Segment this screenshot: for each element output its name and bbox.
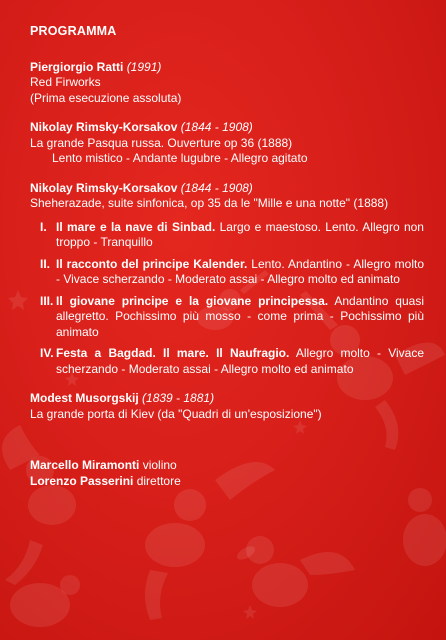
movement-item [30, 294, 426, 341]
composer-dates: (1991) [126, 59, 162, 74]
piece-composer-line [30, 60, 426, 76]
piece-title: Red Firworks [30, 75, 101, 89]
piece-composer-line [30, 181, 426, 197]
piece-title: Sheherazade, suite sinfonica, op 35 da le "Mille e una notte" (1888) [30, 196, 389, 210]
piece-tempi: Lento mistico - Andante lugubre - Allegro agitato [52, 151, 308, 165]
movement-tempo: Largo e maestoso. Lento. Allegro non troppo - Tranquillo [56, 219, 424, 249]
composer-name: Nikolay Rimsky-Korsakov [30, 120, 178, 134]
performers-list [30, 458, 426, 489]
performer-role: direttore [136, 473, 181, 488]
movement-number: IV. [40, 346, 54, 360]
piece-note: (Prima esecuzione assoluta) [30, 90, 182, 105]
movement-tempo: Lento. Andantino - Allegro molto - Vivace scherzando - Moderato assai - Allegro molto ed animato [56, 256, 424, 286]
movement-number: I. [40, 219, 47, 234]
piece-composer-line [30, 391, 426, 407]
program-content [30, 24, 426, 489]
composer-dates: (1844 - 1908) [180, 180, 253, 195]
movement-title: Il racconto del principe Kalender. [56, 256, 248, 271]
performer-violin [30, 458, 426, 474]
movement-number: III. [40, 293, 54, 308]
piece-title: La grande Pasqua russa. Ouverture op 36 (1888) [30, 135, 293, 150]
movement-tempo: Allegro molto - Vivace scherzando - Moderato assai - Allegro molto ed animato [56, 346, 425, 376]
composer-dates: (1839 - 1881) [142, 391, 215, 405]
program-piece-sheherazade [30, 181, 426, 378]
piece-composer-line [30, 120, 426, 136]
movement-number: II. [40, 256, 51, 271]
performer-name: Marcello Miramonti [30, 458, 140, 472]
piece-title: La grande porta di Kiev (da "Quadri di un'esposizione") [30, 406, 322, 421]
movement-item [30, 220, 426, 251]
program-piece-ratti [30, 60, 426, 107]
composer-dates: (1844 - 1908) [180, 120, 253, 134]
program-piece-musorgskij [30, 391, 426, 422]
movement-item [30, 257, 426, 288]
composer-name: Nikolay Rimsky-Korsakov [30, 180, 178, 195]
performer-conductor [30, 474, 426, 490]
program-heading: PROGRAMMA [30, 24, 117, 38]
movement-tempo: Andantino quasi allegretto. Pochissimo più mosso - come prima - Pochissimo più animato [56, 293, 424, 339]
movement-title: Il mare e la nave di Sinbad. [56, 219, 216, 234]
performer-name: Lorenzo Passerini [30, 473, 134, 488]
movement-list [30, 220, 426, 378]
movement-item [30, 346, 426, 377]
composer-name: Modest Musorgskij [30, 391, 139, 405]
movement-title: Il giovane principe e la giovane principessa. [56, 293, 329, 308]
performer-role: violino [142, 458, 177, 472]
composer-name: Piergiorgio Ratti [30, 59, 124, 74]
movement-title: Festa a Bagdad. Il mare. Il Naufragio. [56, 346, 290, 360]
program-piece-rimsky-pasqua [30, 120, 426, 167]
